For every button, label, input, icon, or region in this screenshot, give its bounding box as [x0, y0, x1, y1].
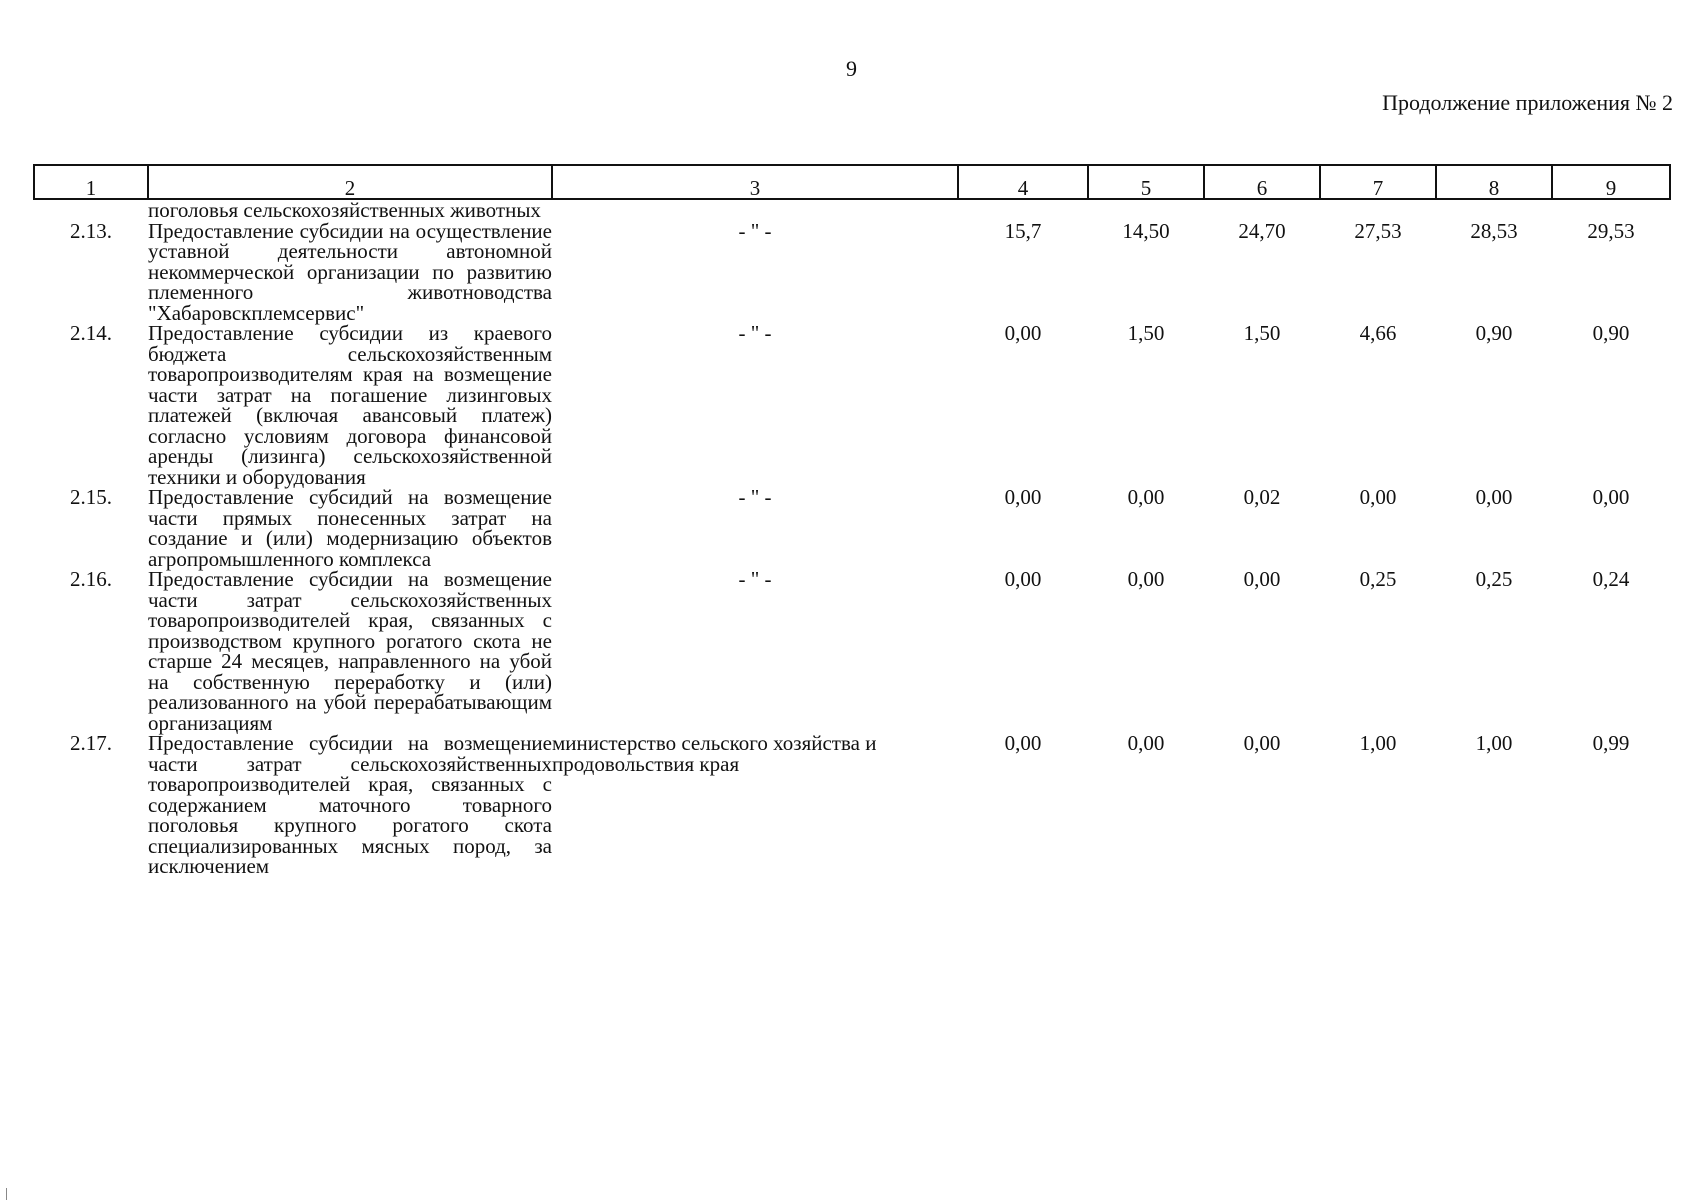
- row-responsible: министерство сельского хозяйства и продовольствия края: [552, 731, 877, 776]
- row-description: Предоставление субсидии на возмещение части затрат сельскохозяйственных товаропроизводителей края, связанных с содержанием маточного товарного поголовья крупного рогатого скота специализированных мясных пород, за исключением: [148, 731, 552, 878]
- row-responsible: - " -: [738, 218, 772, 243]
- scan-margin-mark: [6, 1188, 7, 1200]
- row-description: Предоставление субсидии на осуществление уставной деятельности автономной некоммерческой организации по развитию племенного животноводства "Хабаровскплемсервис": [148, 218, 552, 325]
- row-responsible: [552, 199, 958, 221]
- column-header: 8: [1436, 165, 1552, 199]
- table-row: [34, 733, 1670, 877]
- row-value: [1204, 199, 1320, 221]
- row-value: 0,00: [1359, 485, 1397, 509]
- row-description: Предоставление субсидии из краевого бюджета сельскохозяйственным товаропроизводителям края на возмещение части затрат на погашение лизинговых платежей (включая авансовый платеж) согласно условиям договора финансовой аренды (лизинга) сельскохозяйственной техники и оборудования: [148, 321, 552, 489]
- row-value: 0,99: [1592, 731, 1630, 755]
- column-header: 1: [34, 165, 148, 199]
- appendix-continuation-title: Продолжение приложения № 2: [1382, 90, 1673, 115]
- row-value: 0,02: [1243, 485, 1281, 509]
- row-value: 27,53: [1354, 218, 1402, 243]
- row-value: 0,90: [1475, 321, 1513, 345]
- column-header: 2: [148, 165, 552, 199]
- row-value: 1,50: [1243, 321, 1281, 345]
- row-value: 0,00: [1475, 485, 1513, 509]
- column-header: 5: [1088, 165, 1204, 199]
- row-number: 2.17.: [70, 731, 112, 755]
- column-header: 9: [1552, 165, 1670, 199]
- row-value: 0,00: [1127, 731, 1165, 755]
- row-value: 0,25: [1359, 567, 1397, 591]
- row-description: Предоставление субсидии на возмещение части затрат сельскохозяйственных товаропроизводителей края, связанных с производством крупного рогатого скота не старше 24 месяцев, направленного на убой на собственную переработку и (или) реализованного на убой перерабатывающим организациям: [148, 567, 552, 735]
- row-value: 4,66: [1359, 321, 1397, 345]
- row-value: 0,00: [1592, 485, 1630, 509]
- column-header: 4: [958, 165, 1088, 199]
- row-value: [1436, 199, 1552, 221]
- row-number: 2.14.: [70, 321, 112, 345]
- row-value: 15,7: [1004, 218, 1042, 243]
- row-value: [958, 199, 1088, 221]
- table-header-row: [34, 165, 1670, 199]
- column-header: 6: [1204, 165, 1320, 199]
- row-value: [1320, 199, 1436, 221]
- row-value: [1088, 199, 1204, 221]
- column-header: 3: [552, 165, 958, 199]
- row-number: 2.15.: [70, 485, 112, 509]
- row-value: 1,00: [1359, 731, 1397, 755]
- row-value: 1,00: [1475, 731, 1513, 755]
- row-value: 0,00: [1004, 731, 1042, 755]
- row-value: 0,00: [1004, 321, 1042, 345]
- row-number: [34, 199, 148, 221]
- row-value: 0,25: [1475, 567, 1513, 591]
- table-row: [34, 323, 1670, 487]
- row-responsible: - " -: [738, 567, 772, 591]
- row-value: 0,00: [1004, 567, 1042, 591]
- row-number: 2.13.: [70, 218, 112, 243]
- row-value: 0,00: [1243, 731, 1281, 755]
- table-row: [34, 569, 1670, 733]
- row-value: 24,70: [1238, 218, 1286, 243]
- column-header: 7: [1320, 165, 1436, 199]
- appendix-table: [33, 164, 1671, 877]
- row-value: 14,50: [1122, 218, 1170, 243]
- row-value: 1,50: [1127, 321, 1165, 345]
- row-value: 0,24: [1592, 567, 1630, 591]
- row-value: 28,53: [1470, 218, 1518, 243]
- row-responsible: - " -: [738, 485, 772, 509]
- row-value: 0,00: [1243, 567, 1281, 591]
- row-value: 29,53: [1587, 218, 1635, 243]
- row-description: поголовья сельскохозяйственных животных: [148, 198, 541, 222]
- row-value: 0,00: [1127, 567, 1165, 591]
- table-row: [34, 199, 1670, 221]
- row-value: [1552, 199, 1670, 221]
- table-row: [34, 487, 1670, 569]
- table-row: [34, 221, 1670, 324]
- row-number: 2.16.: [70, 567, 112, 591]
- row-value: 0,00: [1127, 485, 1165, 509]
- row-responsible: - " -: [738, 321, 772, 345]
- row-description: Предоставление субсидий на возмещение части прямых понесенных затрат на создание и (или) модернизацию объектов агропромышленного комплекса: [148, 485, 552, 571]
- row-value: 0,90: [1592, 321, 1630, 345]
- page-number: 9: [846, 56, 857, 81]
- row-value: 0,00: [1004, 485, 1042, 509]
